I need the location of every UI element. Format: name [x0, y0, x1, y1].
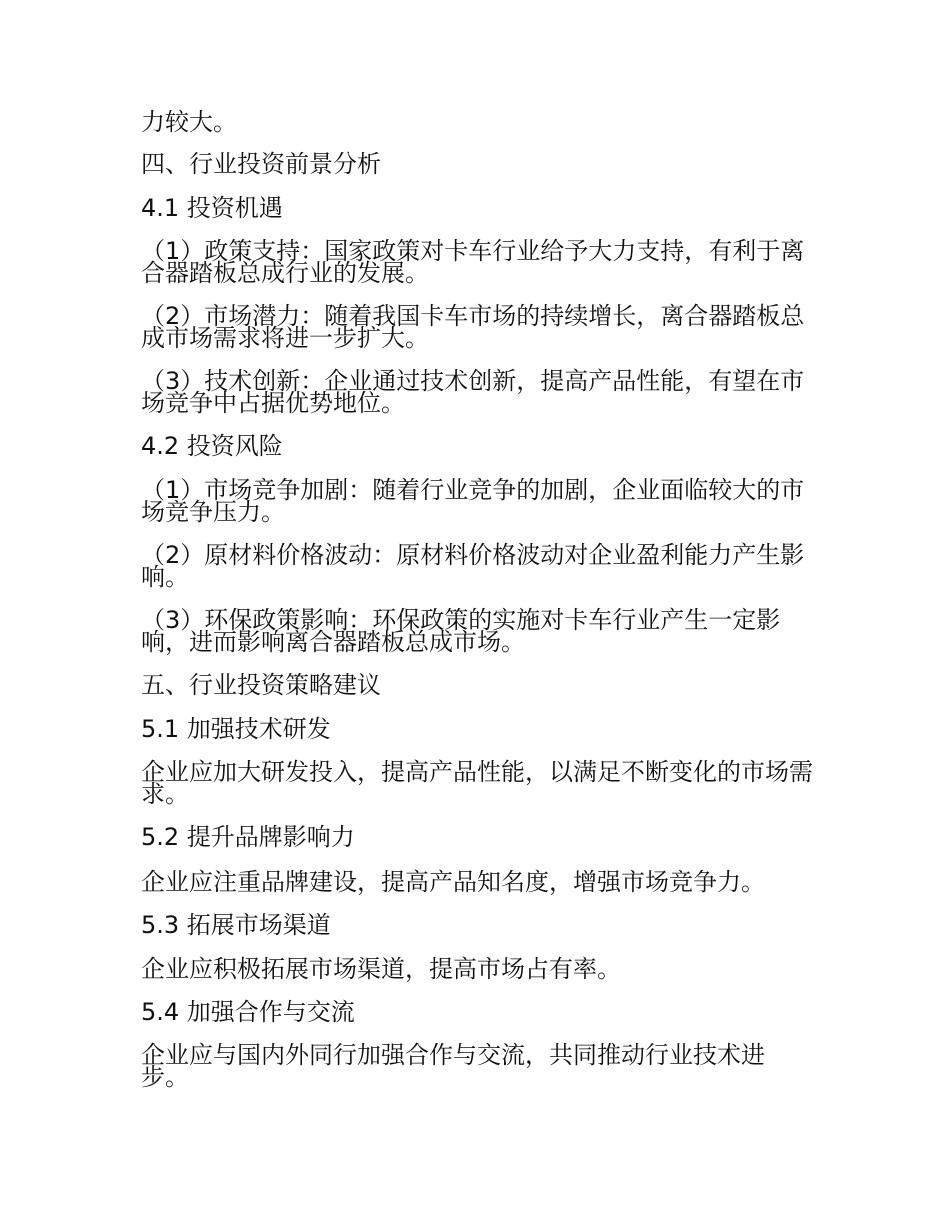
- section-5-heading: 五、行业投资策略建议: [141, 671, 381, 699]
- section-4-1-item-2: （2）市场潜力：随着我国卡车市场的持续增长，离合器踏板总成市场需求将进一步扩大。: [141, 302, 805, 352]
- section-5-1-heading: 5.1 加强技术研发: [141, 715, 331, 743]
- section-5-1-text: 企业应加大研发投入，提高产品性能，以满足不断变化的市场需求。: [141, 758, 813, 808]
- section-4-1-item-3: （3）技术创新：企业通过技术创新，提高产品性能，有望在市场竞争中占据优势地位。: [141, 367, 805, 417]
- section-5-3-text: 企业应积极拓展市场渠道，提高市场占有率。: [141, 955, 621, 983]
- section-4-2-item-1: （1）市场竞争加剧：随着行业竞争的加剧，企业面临较大的市场竞争压力。: [141, 476, 805, 526]
- section-4-heading: 四、行业投资前景分析: [141, 150, 381, 178]
- section-5-4-heading: 5.4 加强合作与交流: [141, 998, 355, 1026]
- section-5-2-text: 企业应注重品牌建设，提高产品知名度，增强市场竞争力。: [141, 868, 765, 896]
- section-5-4-text: 企业应与国内外同行加强合作与交流，共同推动行业技术进步。: [141, 1041, 765, 1091]
- section-5-2-heading: 5.2 提升品牌影响力: [141, 823, 355, 851]
- section-4-2-item-2: （2）原材料价格波动：原材料价格波动对企业盈利能力产生影响。: [141, 541, 805, 591]
- section-4-2-heading: 4.2 投资风险: [141, 432, 283, 460]
- section-4-2-item-3: （3）环保政策影响：环保政策的实施对卡车行业产生一定影响，进而影响离合器踏板总成市场。: [141, 606, 781, 656]
- section-5-3-heading: 5.3 拓展市场渠道: [141, 911, 331, 939]
- section-4-1-item-1: （1）政策支持：国家政策对卡车行业给予大力支持，有利于离合器踏板总成行业的发展。: [141, 237, 805, 287]
- section-4-1-heading: 4.1 投资机遇: [141, 194, 283, 222]
- continuation-text: 力较大。: [141, 108, 237, 136]
